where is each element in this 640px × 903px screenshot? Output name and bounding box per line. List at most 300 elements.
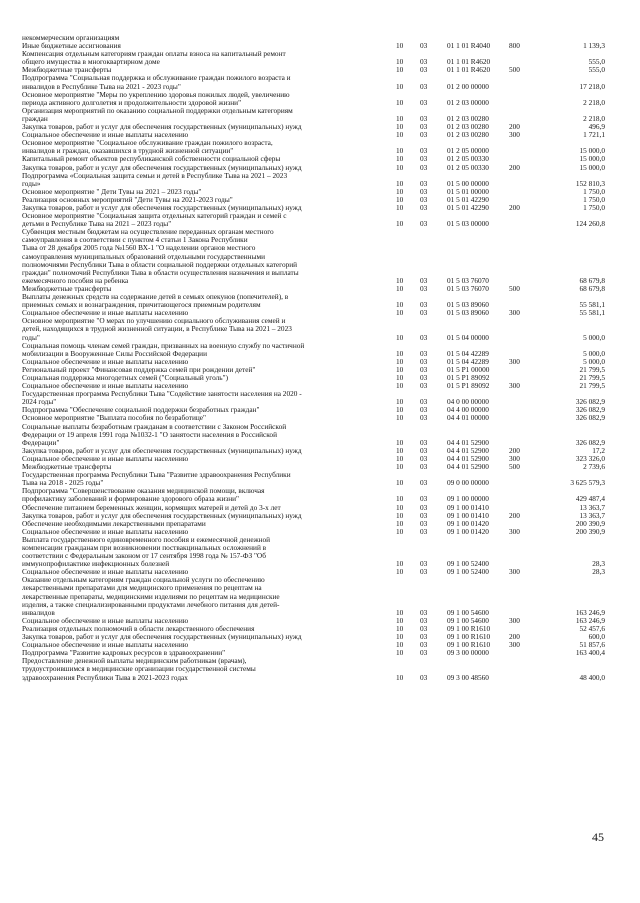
vr-cell: 300 [509, 356, 520, 366]
sum-cell: 3 625 579,3 [570, 478, 605, 488]
row-name-line: Федерации" [22, 437, 60, 447]
row-name-line: лекарственные препараты, медицинскими изделиями по рецептам на медицинские [22, 591, 280, 601]
table-row [0, 317, 640, 341]
row-name-line: Компенсация отдельным категориям граждан оплаты взноса на капитальный ремонт [22, 49, 286, 59]
csr-cell: 01 5 P1 89092 [447, 372, 490, 382]
csr-cell: 01 5 00 00000 [447, 178, 489, 188]
podrazdel-cell: 03 [420, 462, 428, 472]
csr-cell: 01 2 03 00000 [447, 97, 489, 107]
podrazdel-cell: 03 [420, 397, 428, 407]
sum-cell: 55 581,1 [579, 300, 605, 310]
row-name-line: лекарственными препаратами для медицинского применения по рецептам на [22, 583, 262, 593]
sum-cell: 323 326,0 [575, 453, 605, 463]
razdel-cell: 10 [396, 405, 404, 415]
row-name [22, 423, 384, 447]
vr-cell: 500 [509, 283, 520, 293]
csr-cell: 01 5 04 42289 [447, 348, 489, 358]
row-name-line: 2024 годы" [22, 397, 57, 407]
csr-cell: 04 0 00 00000 [447, 397, 489, 407]
sum-cell: 555,0 [588, 57, 605, 67]
row-name-line: Государственная программа Республики Тыва "Содействие занятости населения на 2020 - [22, 389, 302, 399]
vr-cell: 300 [509, 615, 520, 625]
razdel-cell: 10 [396, 623, 404, 633]
razdel-cell: 10 [396, 615, 404, 625]
podrazdel-cell: 03 [420, 130, 428, 140]
podrazdel-cell: 03 [420, 615, 428, 625]
vr-cell: 200 [509, 510, 520, 520]
row-name-line: Подпрограмма "Обеспечение социальной поддержки безработных граждан" [22, 405, 260, 415]
sum-cell: 55 581,1 [579, 308, 605, 318]
row-name-line: граждан" полномочий Республики Тыва в области осуществления назначения и выплаты [22, 267, 299, 277]
sum-cell: 13 363,7 [579, 510, 605, 520]
podrazdel-cell: 03 [420, 567, 428, 577]
row-name-line: Социальное обеспечение и иные выплаты населению [22, 453, 189, 463]
csr-cell: 01 5 04 00000 [447, 332, 489, 342]
row-name-line: Капитальный ремонт объектов республиканской собственности социальной сферы [22, 154, 281, 164]
csr-cell: 04 4 01 52900 [447, 453, 489, 463]
podrazdel-cell: 03 [420, 413, 428, 423]
csr-cell: 09 0 00 00000 [447, 478, 489, 488]
razdel-cell: 10 [396, 445, 404, 455]
table-row [0, 293, 640, 309]
csr-cell: 04 4 01 00000 [447, 413, 489, 423]
row-name-line: ежемесячного пособия на ребенка [22, 275, 129, 285]
row-name-line: Закупка товаров, работ и услуг для обеспечения государственных (муниципальных) нужд [22, 632, 302, 642]
razdel-cell: 10 [396, 97, 404, 107]
razdel-cell: 10 [396, 632, 404, 642]
row-name-line: граждан [22, 113, 48, 123]
podrazdel-cell: 03 [420, 364, 428, 374]
row-name [22, 317, 384, 341]
podrazdel-cell: 03 [420, 623, 428, 633]
csr-cell: 01 5 03 89060 [447, 308, 489, 318]
row-name-line: Социальное обеспечение и иные выплаты населению [22, 640, 189, 650]
vr-cell: 300 [509, 130, 520, 140]
row-name-line: Закупка товаров, работ и услуг для обеспечения государственных (муниципальных) нужд [22, 445, 302, 455]
podrazdel-cell: 03 [420, 146, 428, 156]
csr-cell: 01 2 00 00000 [447, 81, 489, 91]
row-name [22, 74, 384, 90]
row-name [22, 536, 384, 568]
row-name-line: Социальная поддержка многодетных семей ("Социальный уголь") [22, 372, 229, 382]
razdel-cell: 10 [396, 607, 404, 617]
row-name-line: Социальное обеспечение и иные выплаты населению [22, 526, 189, 536]
sum-cell: 326 082,9 [575, 405, 605, 415]
row-name-line: изделия, а также специализированными продуктами лечебного питания для детей- [22, 599, 280, 609]
sum-cell: 1 750,0 [583, 186, 605, 196]
csr-cell: 01 5 03 89060 [447, 300, 489, 310]
row-name-line: Подпрограмма "Социальная поддержка и обслуживание граждан пожилого возраста и [22, 73, 291, 83]
sum-cell: 163 246,9 [575, 607, 605, 617]
razdel-cell: 10 [396, 308, 404, 318]
sum-cell: 1 721,1 [583, 130, 605, 140]
podrazdel-cell: 03 [420, 122, 428, 132]
podrazdel-cell: 03 [420, 202, 428, 212]
row-name-line: Подпрограмма «Социальная защита семьи и детей в Республике Тыва на 2021 – 2023 [22, 170, 288, 180]
row-name-line: Обеспечение необходимыми лекарственными препаратами [22, 518, 206, 528]
vr-cell: 300 [509, 640, 520, 650]
csr-cell: 01 5 P1 89092 [447, 381, 490, 391]
podrazdel-cell: 03 [420, 332, 428, 342]
podrazdel-cell: 03 [420, 445, 428, 455]
razdel-cell: 10 [396, 202, 404, 212]
podrazdel-cell: 03 [420, 283, 428, 293]
razdel-cell: 10 [396, 41, 404, 51]
vr-cell: 300 [509, 308, 520, 318]
razdel-cell: 10 [396, 502, 404, 512]
row-name [22, 107, 384, 123]
razdel-cell: 10 [396, 372, 404, 382]
razdel-cell: 10 [396, 364, 404, 374]
sum-cell: 152 810,3 [575, 178, 605, 188]
csr-cell: 01 2 05 00000 [447, 146, 489, 156]
podrazdel-cell: 03 [420, 308, 428, 318]
table-row [0, 50, 640, 66]
row-name-line: иммунопрофилактике инфекционных болезней [22, 559, 170, 569]
razdel-cell: 10 [396, 57, 404, 67]
razdel-cell: 10 [396, 518, 404, 528]
sum-cell: 1 750,0 [583, 194, 605, 204]
razdel-cell: 10 [396, 146, 404, 156]
podrazdel-cell: 03 [420, 640, 428, 650]
row-name-line: периода активного долголетия и продолжительности здоровой жизни" [22, 97, 242, 107]
sum-cell: 326 082,9 [575, 437, 605, 447]
csr-cell: 04 4 01 52900 [447, 437, 489, 447]
razdel-cell: 10 [396, 283, 404, 293]
sum-cell: 2 218,0 [583, 113, 605, 123]
sum-cell: 15 000,0 [579, 154, 605, 164]
podrazdel-cell: 03 [420, 518, 428, 528]
razdel-cell: 10 [396, 559, 404, 569]
podrazdel-cell: 03 [420, 178, 428, 188]
sum-cell: 68 679,8 [579, 275, 605, 285]
row-name-line: трудоустроившимся в медицинские организации государственной системы [22, 664, 256, 674]
budget-table [0, 34, 640, 682]
csr-cell: 09 1 00 01410 [447, 502, 489, 512]
row-name-line: Региональный проект "Финансовая поддержка семей при рождении детей" [22, 364, 256, 374]
csr-cell: 01 1 01 R4620 [447, 65, 491, 75]
podrazdel-cell: 03 [420, 607, 428, 617]
row-name-line: компенсации гражданам при возникновении поствакцинальных осложнений в [22, 542, 267, 552]
sum-cell: 496,9 [588, 122, 605, 132]
table-row [0, 576, 640, 617]
csr-cell: 01 2 03 00280 [447, 122, 489, 132]
sum-cell: 2 218,0 [583, 97, 605, 107]
razdel-cell: 10 [396, 65, 404, 75]
razdel-cell: 10 [396, 194, 404, 204]
row-name-line: инвалидов в Республике Тыва на 2021 - 2023 годы" [22, 81, 181, 91]
row-name-line: Организация мероприятий по оказанию социальной поддержки отдельным категориям [22, 105, 293, 115]
razdel-cell: 10 [396, 162, 404, 172]
podrazdel-cell: 03 [420, 65, 428, 75]
row-name-line: Закупка товаров, работ и услуг для обеспечения государственных (муниципальных) нужд [22, 122, 302, 132]
table-row [0, 91, 640, 107]
podrazdel-cell: 03 [420, 186, 428, 196]
table-row [0, 657, 640, 681]
csr-cell: 01 5 03 76070 [447, 283, 489, 293]
csr-cell: 09 1 00 01420 [447, 518, 489, 528]
row-name-line: Социальная помощь членам семей граждан, призванных на военную службу по частичной [22, 340, 305, 350]
row-name [22, 657, 384, 681]
podrazdel-cell: 03 [420, 648, 428, 658]
csr-cell: 09 1 00 R1610 [447, 623, 491, 633]
table-row [0, 172, 640, 188]
row-name-line: Основное мероприятие "Выплата пособия по безработице" [22, 413, 207, 423]
row-name-line: Социальное обеспечение и иные выплаты населению [22, 356, 189, 366]
row-name-line: Иные бюджетные ассигнования [22, 41, 121, 51]
razdel-cell: 10 [396, 154, 404, 164]
row-name-line: Обеспечение питанием беременных женщин, кормящих матерей и детей до 3-х лет [22, 502, 281, 512]
sum-cell: 17 218,0 [579, 81, 605, 91]
row-name-line: инвалидов и граждан, оказавшихся в трудной жизненной ситуации" [22, 146, 234, 156]
sum-cell: 15 000,0 [579, 146, 605, 156]
sum-cell: 48 400,0 [579, 672, 605, 682]
sum-cell: 600,0 [588, 632, 605, 642]
row-name-line: Социальное обеспечение и иные выплаты населению [22, 130, 189, 140]
razdel-cell: 10 [396, 130, 404, 140]
sum-cell: 429 487,4 [575, 494, 605, 504]
podrazdel-cell: 03 [420, 194, 428, 204]
csr-cell: 01 5 03 00000 [447, 219, 489, 229]
podrazdel-cell: 03 [420, 502, 428, 512]
table-row [0, 487, 640, 503]
table-row [0, 342, 640, 358]
row-name-line: Закупка товаров, работ и услуг для обеспечения государственных (муниципальных) нужд [22, 510, 302, 520]
row-name-line: инвалидов [22, 607, 55, 617]
sum-cell: 21 799,5 [579, 364, 605, 374]
razdel-cell: 10 [396, 413, 404, 423]
row-name-line: Основное мероприятие "О мерах по улучшению социального обслуживания семей и [22, 316, 286, 326]
row-name-line: некоммерческим организациям [22, 33, 120, 42]
row-name-line: Основное мероприятие "Социальное обслуживание граждан пожилого возраста, [22, 138, 273, 148]
sum-cell: 200 390,9 [575, 518, 605, 528]
sum-cell: 21 799,5 [579, 381, 605, 391]
razdel-cell: 10 [396, 300, 404, 310]
row-name [22, 342, 384, 358]
row-name [22, 471, 384, 487]
row-name-line: Подпрограмма "Совершенствование оказания медицинской помощи, включая [22, 486, 265, 496]
row-name-line: Закупка товаров, работ и услуг для обеспечения государственных (муниципальных) нужд [22, 162, 302, 172]
csr-cell: 04 4 01 52900 [447, 445, 489, 455]
csr-cell: 09 1 00 01420 [447, 526, 489, 536]
razdel-cell: 10 [396, 186, 404, 196]
podrazdel-cell: 03 [420, 381, 428, 391]
podrazdel-cell: 03 [420, 219, 428, 229]
vr-cell: 200 [509, 122, 520, 132]
row-name-line: детей, находящихся в трудной жизненной ситуации, в Республике Тыва на 2021 – 2023 [22, 324, 292, 334]
vr-cell: 200 [509, 445, 520, 455]
sum-cell: 163 246,9 [575, 615, 605, 625]
sum-cell: 15 000,0 [579, 162, 605, 172]
row-name [22, 228, 384, 285]
row-name-line: годы" [22, 332, 40, 342]
podrazdel-cell: 03 [420, 510, 428, 520]
csr-cell: 09 1 00 54600 [447, 607, 489, 617]
row-name-line: годы» [22, 178, 41, 188]
razdel-cell: 10 [396, 332, 404, 342]
row-name-line: Федерации от 19 апреля 1991 года №1032-1 "О занятости населения в Российской [22, 429, 277, 439]
podrazdel-cell: 03 [420, 478, 428, 488]
row-name-line: Закупка товаров, работ и услуг для обеспечения государственных (муниципальных) нужд [22, 202, 302, 212]
row-name-line: Межбюджетные трансферты [22, 462, 112, 472]
vr-cell: 300 [509, 526, 520, 536]
razdel-cell: 10 [396, 567, 404, 577]
row-name [22, 487, 384, 503]
csr-cell: 01 2 03 00280 [447, 113, 489, 123]
csr-cell: 01 5 01 42290 [447, 194, 489, 204]
razdel-cell: 10 [396, 640, 404, 650]
row-name-line: Социальное обеспечение и иные выплаты населению [22, 567, 189, 577]
row-name [22, 293, 384, 309]
podrazdel-cell: 03 [420, 154, 428, 164]
sum-cell: 555,0 [588, 65, 605, 75]
podrazdel-cell: 03 [420, 275, 428, 285]
table-row [0, 423, 640, 447]
sum-cell: 13 363,7 [579, 502, 605, 512]
razdel-cell: 10 [396, 348, 404, 358]
podrazdel-cell: 03 [420, 672, 428, 682]
csr-cell: 01 2 05 00330 [447, 154, 489, 164]
csr-cell: 09 1 00 R1610 [447, 632, 491, 642]
razdel-cell: 10 [396, 462, 404, 472]
row-name-line: Основное мероприятие "Меры по укреплению здоровья пожилых людей, увеличению [22, 89, 290, 99]
podrazdel-cell: 03 [420, 57, 428, 67]
csr-cell: 01 2 05 00330 [447, 162, 489, 172]
row-name-line: Социальное обеспечение и иные выплаты населению [22, 308, 189, 318]
row-name-line: Реализация отдельных полномочий в области лекарственного обеспечения [22, 623, 255, 633]
row-name-line: общего имущества в многоквартирном доме [22, 57, 160, 67]
sum-cell: 5 000,0 [583, 356, 605, 366]
csr-cell: 09 3 00 00000 [447, 648, 489, 658]
sum-cell: 5 000,0 [583, 348, 605, 358]
podrazdel-cell: 03 [420, 113, 428, 123]
csr-cell: 09 1 00 52400 [447, 567, 489, 577]
sum-cell: 124 260,8 [575, 219, 605, 229]
sum-cell: 326 082,9 [575, 413, 605, 423]
row-name [22, 91, 384, 107]
row-name-line: приемных семьях и вознаграждения, причитающегося приемным родителям [22, 300, 261, 310]
vr-cell: 500 [509, 462, 520, 472]
row-name-line: мобилизации в Вооруженные Силы Российской Федерации [22, 348, 207, 358]
razdel-cell: 10 [396, 672, 404, 682]
sum-cell: 21 799,5 [579, 372, 605, 382]
csr-cell: 09 1 00 54600 [447, 615, 489, 625]
sum-cell: 17,2 [592, 445, 605, 455]
row-name-line: самоуправления в соответствии с пунктом 4 статьи 1 Закона Республики [22, 235, 248, 245]
row-name-line: детьми в Республике Тыва на 2021 – 2023 годы" [22, 219, 172, 229]
podrazdel-cell: 03 [420, 453, 428, 463]
razdel-cell: 10 [396, 437, 404, 447]
sum-cell: 5 000,0 [583, 332, 605, 342]
row-name-line: Предоставление денежной выплаты медицинским работникам (врачам), [22, 656, 247, 666]
row-name-line: Подпрограмма "Развитие кадровых ресурсов в здравоохранении" [22, 648, 226, 658]
row-name-line: Социальное обеспечение и иные выплаты населению [22, 615, 189, 625]
row-name-line: полномочиями Республики Тыва в области социальной поддержки отдельных категорий [22, 259, 298, 269]
razdel-cell: 10 [396, 113, 404, 123]
csr-cell: 01 5 01 42290 [447, 202, 489, 212]
sum-cell: 28,3 [592, 567, 605, 577]
csr-cell: 09 1 00 01410 [447, 510, 489, 520]
csr-cell: 01 5 01 00000 [447, 186, 489, 196]
razdel-cell: 10 [396, 178, 404, 188]
csr-cell: 01 5 03 76070 [447, 275, 489, 285]
razdel-cell: 10 [396, 122, 404, 132]
row-name [22, 172, 384, 188]
csr-cell: 09 1 00 52400 [447, 559, 489, 569]
vr-cell: 300 [509, 567, 520, 577]
row-name [22, 576, 384, 616]
sum-cell: 200 390,9 [575, 526, 605, 536]
podrazdel-cell: 03 [420, 348, 428, 358]
row-name-line: Выплаты денежных средств на содержание детей в семьях опекунов (попечителей), в [22, 292, 289, 302]
razdel-cell: 10 [396, 219, 404, 229]
sum-cell: 68 679,8 [579, 283, 605, 293]
vr-cell: 200 [509, 202, 520, 212]
row-name-line: Социальные выплаты безработным гражданам в соответствии с Законом Российской [22, 421, 287, 431]
vr-cell: 500 [509, 65, 520, 75]
row-name-line: Оказание отдельным категориям граждан социальной услуги по обеспечению [22, 575, 265, 585]
sum-cell: 28,3 [592, 559, 605, 569]
sum-cell: 1 750,0 [583, 202, 605, 212]
vr-cell: 800 [509, 41, 520, 51]
row-name-line: Основное мероприятие "Социальная защита отдельных категорий граждан и семей с [22, 211, 287, 221]
razdel-cell: 10 [396, 648, 404, 658]
csr-cell: 01 2 03 00280 [447, 130, 489, 140]
vr-cell: 300 [509, 381, 520, 391]
csr-cell: 01 5 04 42289 [447, 356, 489, 366]
row-name-line: самоуправления муниципальных образований отдельными государственными [22, 251, 266, 261]
row-name-line: Межбюджетные трансферты [22, 283, 112, 293]
csr-cell: 04 4 00 00000 [447, 405, 489, 415]
row-name-line: Реализация основных мероприятий "Дети Тувы на 2021-2023 годы" [22, 194, 233, 204]
row-name-line: Основное мероприятие " Дети Тувы на 2021 – 2023 годы" [22, 186, 202, 196]
csr-cell: 09 3 00 48560 [447, 672, 489, 682]
sum-cell: 1 139,3 [583, 41, 605, 51]
csr-cell: 01 5 P1 00000 [447, 364, 490, 374]
row-name [22, 50, 384, 66]
razdel-cell: 10 [396, 510, 404, 520]
razdel-cell: 10 [396, 356, 404, 366]
podrazdel-cell: 03 [420, 356, 428, 366]
table-row [0, 74, 640, 90]
row-name [22, 212, 384, 228]
row-name-line: Выплата государственного единовременного пособия и ежемесячной денежной [22, 534, 271, 544]
podrazdel-cell: 03 [420, 81, 428, 91]
row-name [22, 139, 384, 155]
sum-cell: 2 739,6 [583, 462, 605, 472]
razdel-cell: 10 [396, 397, 404, 407]
row-name-line: соответствии с Федеральным законом от 17 сентября 1998 года № 157-ФЗ "Об [22, 551, 266, 561]
razdel-cell: 10 [396, 478, 404, 488]
row-name-line: здравоохранения Республики Тыва в 2021-2023 годах [22, 672, 188, 682]
row-name-line: Субвенция местным бюджетам на осуществление переданных органам местного [22, 227, 274, 237]
row-name-line: Межбюджетные трансферты [22, 65, 112, 75]
csr-cell: 01 1 01 R4620 [447, 57, 491, 67]
podrazdel-cell: 03 [420, 559, 428, 569]
sum-cell: 163 400,4 [575, 648, 605, 658]
row-name-line: Тыва на 2018 - 2025 годы" [22, 478, 104, 488]
row-name-line: Социальное обеспечение и иные выплаты населению [22, 381, 189, 391]
row-name-line: Государственная программа Республики Тыва "Развитие здравоохранения Республики [22, 470, 291, 480]
table-row [0, 536, 640, 568]
podrazdel-cell: 03 [420, 162, 428, 172]
csr-cell: 09 1 00 00000 [447, 494, 489, 504]
sum-cell: 51 857,6 [579, 640, 605, 650]
row-name-line: профилактику заболеваний и формирование здорового образа жизни" [22, 494, 240, 504]
razdel-cell: 10 [396, 275, 404, 285]
razdel-cell: 10 [396, 81, 404, 91]
table-row [0, 212, 640, 228]
